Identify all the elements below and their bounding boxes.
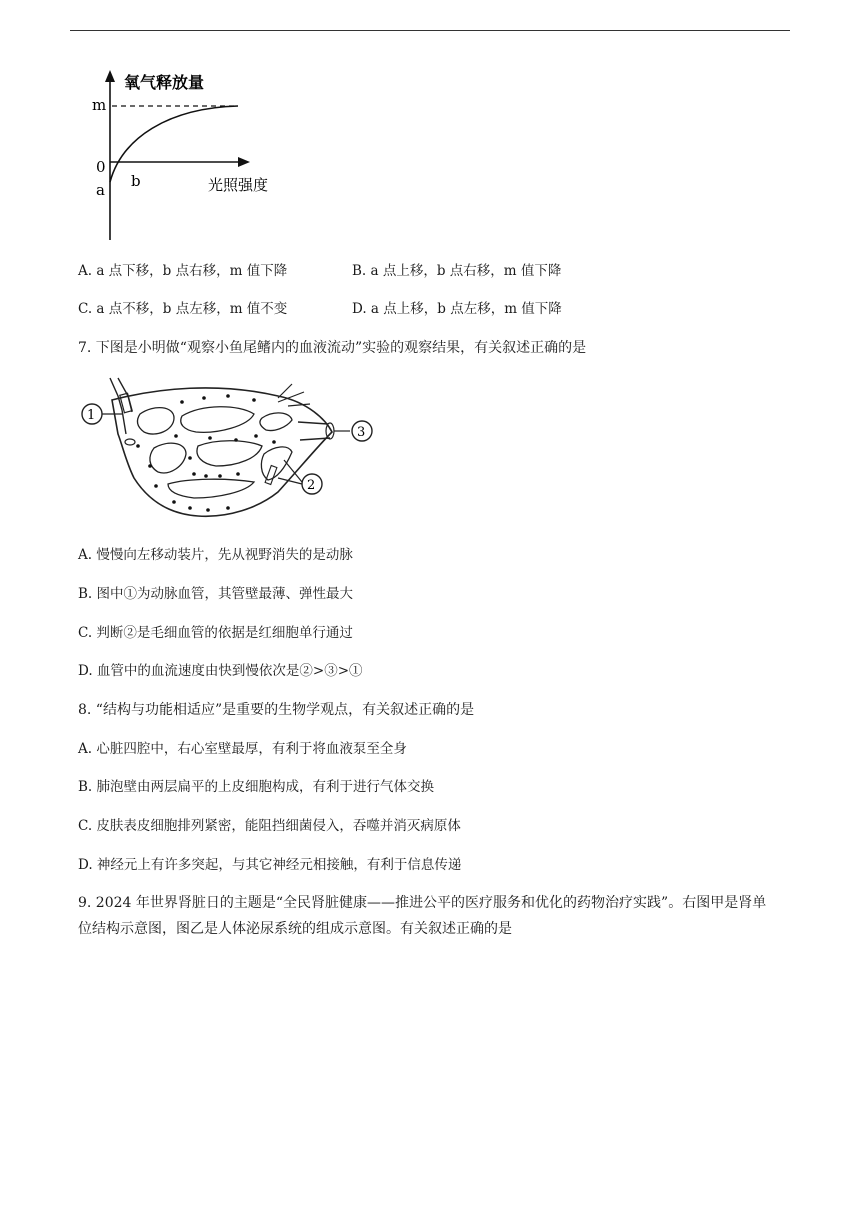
label-1: 1 [87,408,96,423]
fish-tail-blood-flow-diagram [78,374,382,522]
q7-option-b: B. 图中①为动脉血管，其管壁最薄、弹性最大 [78,586,354,602]
q7-option-c: C. 判断②是毛细血管的依据是红细胞单行通过 [78,625,353,641]
photosynthesis-graph [88,68,300,244]
red-blood-cells [136,394,276,512]
tissue-island [168,479,254,498]
m-label: m [92,96,107,114]
q6-option-a: A. a 点下移，b 点右移，m 值下降 [78,263,288,279]
x-axis-label: 光照强度 [208,176,269,194]
y-axis-label: 氧气释放量 [124,73,205,92]
q6-option-d: D. a 点上移，b 点左移，m 值下降 [352,301,562,317]
q7-stem: 7. 下图是小明做“观察小鱼尾鳍内的血液流动”实验的观察结果，有关叙述正确的是 [78,340,587,356]
tissue-island [150,443,186,473]
q7-option-a: A. 慢慢向左移动装片，先从视野消失的是动脉 [78,547,353,563]
header-rule [70,30,790,31]
capillary-2 [265,466,277,485]
q9-stem: 9. 2024 年世界肾脏日的主题是“全民肾脏健康——推进公平的医疗服务和优化的药物治疗实践”。右图甲是肾单位结构示意图，图乙是人体泌尿系统的组成示意图。有关叙述正确的是 [78,895,767,937]
vessel-3 [298,422,330,440]
tissue-island [260,413,292,431]
q8-stem: 8. “结构与功能相适应”是重要的生物学观点，有关叙述正确的是 [78,702,475,718]
tissue-island [181,407,254,433]
q8-option-a: A. 心脏四腔中，右心室壁最厚，有利于将血液泵至全身 [78,741,407,757]
tissue-island [197,441,262,466]
q6-option-c: C. a 点不移，b 点左移，m 值不变 [78,301,288,317]
x-axis-arrow-icon [238,157,250,167]
b-label: b [131,172,141,190]
zero-label: 0 [96,158,106,176]
label-2: 2 [307,478,316,493]
y-axis-arrow-icon [105,70,115,82]
tissue-island [137,408,174,434]
top-branches [278,384,310,406]
q8-option-b: B. 肺泡壁由两层扁平的上皮细胞构成，有利于进行气体交换 [78,779,435,795]
oxygen-curve [110,106,238,182]
q6-option-b: B. a 点上移，b 点右移，m 值下降 [352,263,562,279]
a-label: a [96,181,105,199]
vessel-3-end [326,423,334,439]
label-2-leader [284,460,302,482]
q8-option-c: C. 皮肤表皮细胞排列紧密，能阻挡细菌侵入，吞噬并消灭病原体 [78,818,461,834]
q8-option-d: D. 神经元上有许多突起，与其它神经元相接触，有利于信息传递 [78,857,462,873]
q7-option-d: D. 血管中的血流速度由快到慢依次是②>③>① [78,663,363,679]
label-3: 3 [357,425,366,440]
vessel-1-end [125,439,135,445]
